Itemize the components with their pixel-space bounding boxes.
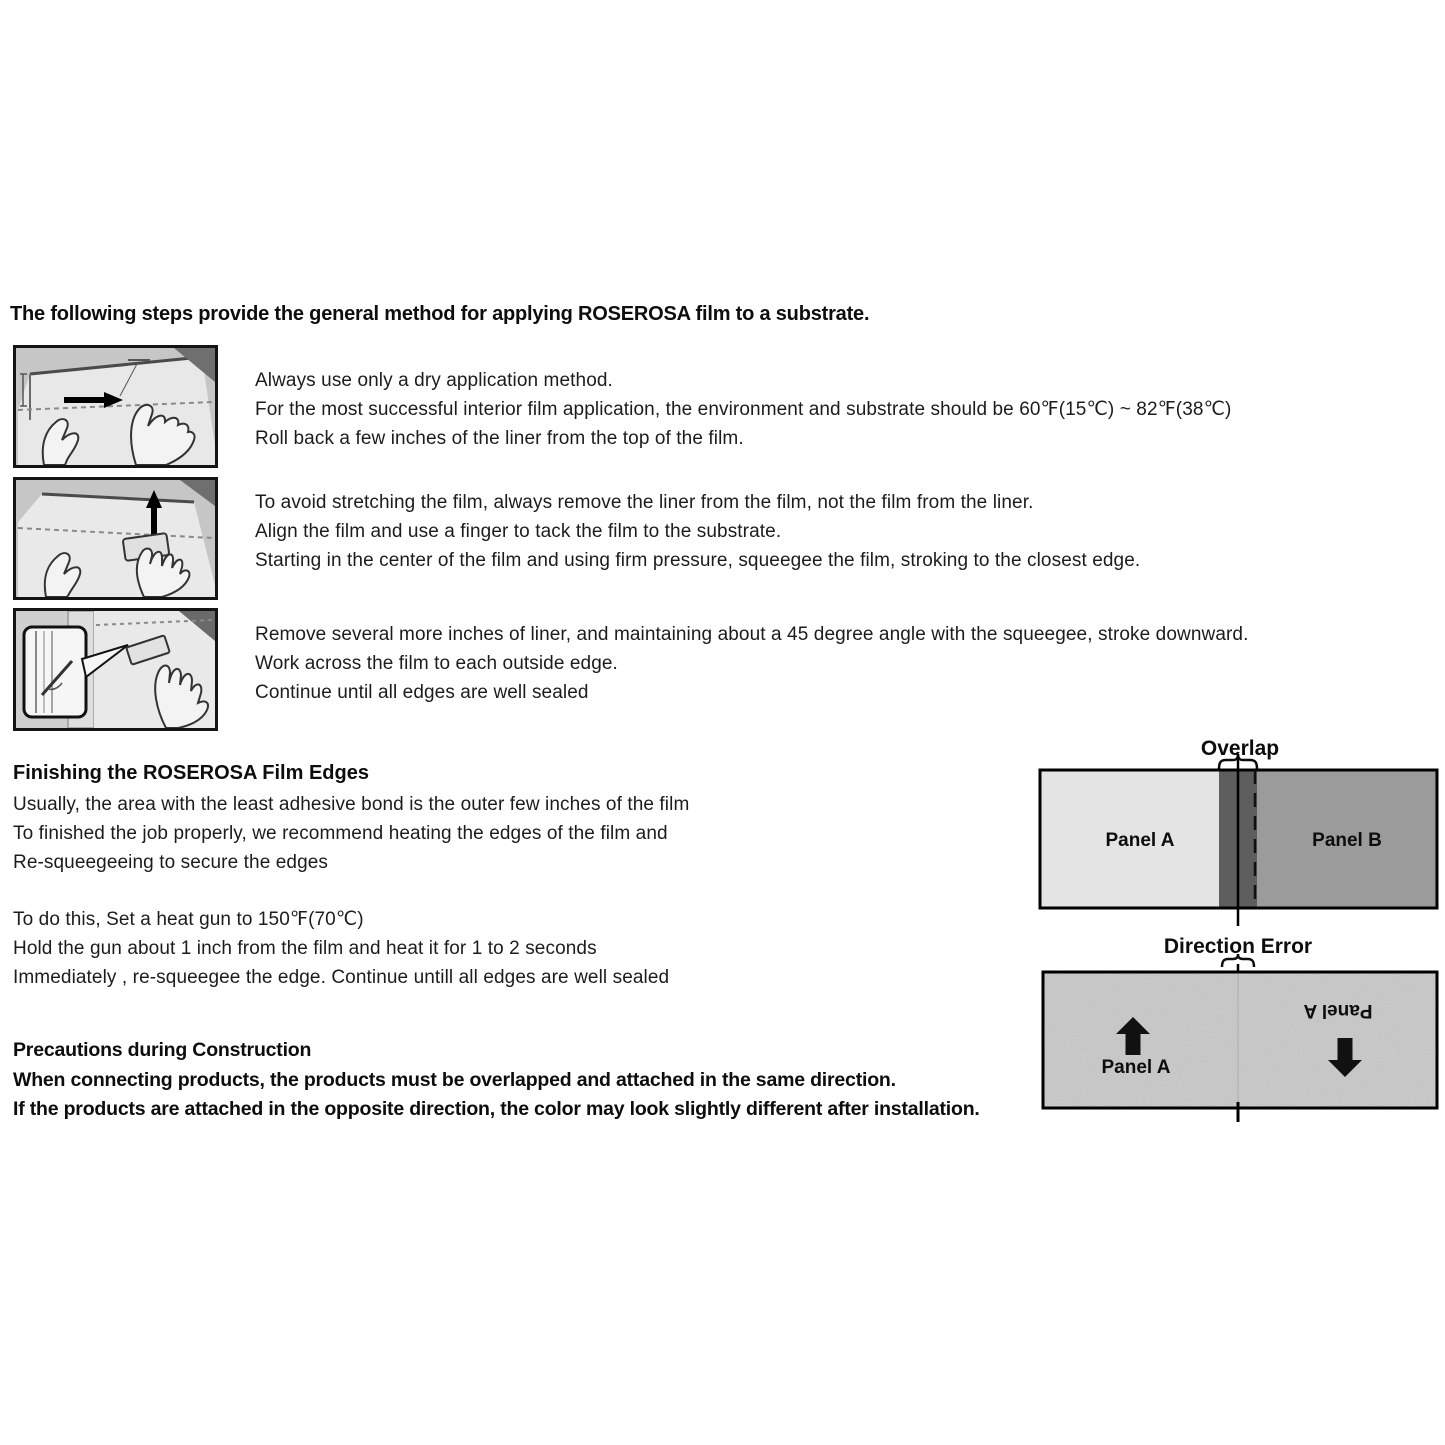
direction-panel-a-flipped-label: Panel A: [1303, 1000, 1373, 1021]
step1-illustration: [13, 345, 218, 468]
magnifier-inset: [24, 627, 86, 717]
finishing-line1: Usually, the area with the least adhesive bond is the outer few inches of the film: [13, 794, 690, 815]
precautions-line2: If the products are attached in the opposite direction, the color may look slightly different after installation.: [13, 1098, 980, 1121]
finishing-line3: Re-squeegeeing to secure the edges: [13, 851, 329, 873]
squeegee-center-illustration: [16, 480, 215, 597]
page-title: The following steps provide the general method for applying ROSEROSA film to a substrate.: [10, 303, 870, 325]
step3-line1: Remove several more inches of liner, and maintaining about a 45 degree angle with the squeegee, stroke downward.: [255, 624, 1249, 645]
step1-text: [255, 366, 1231, 453]
peel-liner-top-illustration: [16, 348, 215, 465]
panel-a-label: Panel A: [1105, 830, 1175, 851]
direction-error-label: Direction Error: [1163, 935, 1313, 958]
step2-text: [255, 488, 1140, 575]
finishing-line2: To finished the job properly, we recommend heating the edges of the film and: [13, 822, 668, 844]
heat-gun-line3: Immediately , re-squeegee the edge. Continue untill all edges are well sealed: [13, 966, 670, 988]
step2-line3: Starting in the center of the film and using firm pressure, squeegee the film, stroking to the closest edge.: [255, 550, 1141, 571]
step2-line2: Align the film and use a finger to tack the film to the substrate.: [255, 521, 782, 542]
precautions-heading: Precautions during Construction: [13, 1039, 312, 1061]
step3-text: [255, 620, 1248, 707]
heat-gun-line2: Hold the gun about 1 inch from the film and heat it for 1 to 2 seconds: [13, 937, 597, 959]
heat-gun-line1: To do this, Set a heat gun to 150℉(70℃): [13, 909, 364, 930]
overlap-label: Overlap: [1200, 737, 1280, 760]
panel-b-label: Panel B: [1312, 830, 1382, 851]
precautions-section: [13, 1036, 980, 1125]
heat-gun-text: [13, 906, 669, 992]
step1-line2: For the most successful interior film application, the environment and substrate should be 60℉(15℃) ~ 82℉(38℃): [255, 399, 1232, 420]
direction-error-diagram: [1020, 928, 1445, 1143]
direction-panel-a-label: Panel A: [1101, 1057, 1171, 1078]
direction-panel-grain: [1043, 972, 1437, 1108]
finishing-text: [13, 791, 689, 877]
overlap-diagram: [1020, 733, 1445, 938]
step1-line3: Roll back a few inches of the liner from the top of the film.: [255, 428, 744, 449]
precautions-line1: When connecting products, the products must be overlapped and attached in the same direction.: [13, 1068, 896, 1091]
step1-line1: Always use only a dry application method.: [255, 370, 613, 391]
step3-illustration: [13, 608, 218, 731]
step3-line2: Work across the film to each outside edge.: [255, 653, 618, 674]
step2-illustration: [13, 477, 218, 600]
step3-line3: Continue until all edges are well sealed: [255, 682, 589, 703]
step2-line1: To avoid stretching the film, always remove the liner from the film, not the film from the liner.: [255, 492, 1034, 513]
squeegee-45-degree-illustration: [16, 611, 215, 728]
finishing-heading: Finishing the ROSEROSA Film Edges: [13, 762, 369, 784]
